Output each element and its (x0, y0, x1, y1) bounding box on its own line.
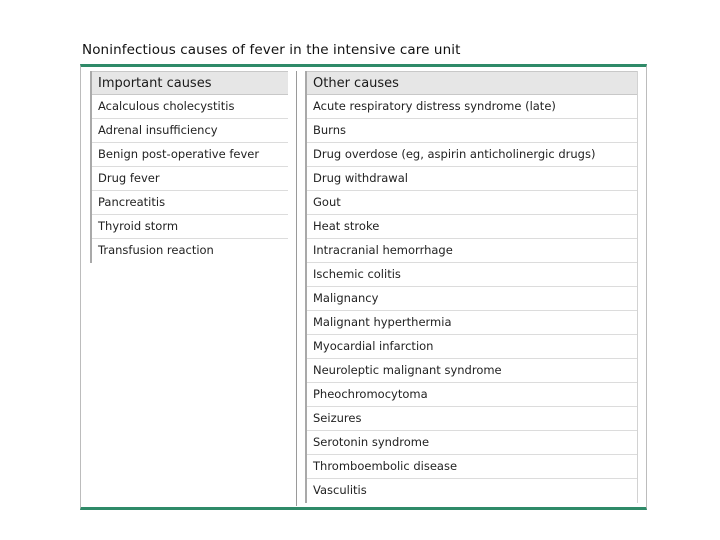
important-causes-column (90, 71, 288, 263)
table-row: Thyroid storm (92, 215, 288, 239)
important-causes-header: Important causes (92, 71, 288, 95)
table-row: Intracranial hemorrhage (307, 239, 637, 263)
other-causes-header: Other causes (307, 71, 637, 95)
table-row: Thromboembolic disease (307, 455, 637, 479)
other-causes-column (305, 71, 638, 503)
table-row: Malignant hyperthermia (307, 311, 637, 335)
other-causes-list (307, 95, 637, 503)
table-row: Adrenal insufficiency (92, 119, 288, 143)
table-row: Acalculous cholecystitis (92, 95, 288, 119)
important-causes-list (92, 95, 288, 263)
table-row: Drug overdose (eg, aspirin anticholinergic drugs) (307, 143, 637, 167)
table-title: Noninfectious causes of fever in the intensive care unit (82, 42, 461, 58)
table-row: Acute respiratory distress syndrome (late) (307, 95, 637, 119)
table-row: Drug withdrawal (307, 167, 637, 191)
table-row: Burns (307, 119, 637, 143)
table-row: Heat stroke (307, 215, 637, 239)
column-divider (296, 71, 297, 506)
table-row: Myocardial infarction (307, 335, 637, 359)
table-row: Transfusion reaction (98, 243, 214, 257)
table-row: Serotonin syndrome (307, 431, 637, 455)
table-row: Pheochromocytoma (307, 383, 637, 407)
table-row: Neuroleptic malignant syndrome (307, 359, 637, 383)
table-row: Seizures (307, 407, 637, 431)
table-row: Gout (307, 191, 637, 215)
table-row: Malignancy (307, 287, 637, 311)
table-row: Drug fever (92, 167, 288, 191)
table-row: Vasculitis (313, 483, 367, 497)
table-row: Ischemic colitis (307, 263, 637, 287)
table-row: Benign post-operative fever (92, 143, 288, 167)
table-row: Pancreatitis (92, 191, 288, 215)
